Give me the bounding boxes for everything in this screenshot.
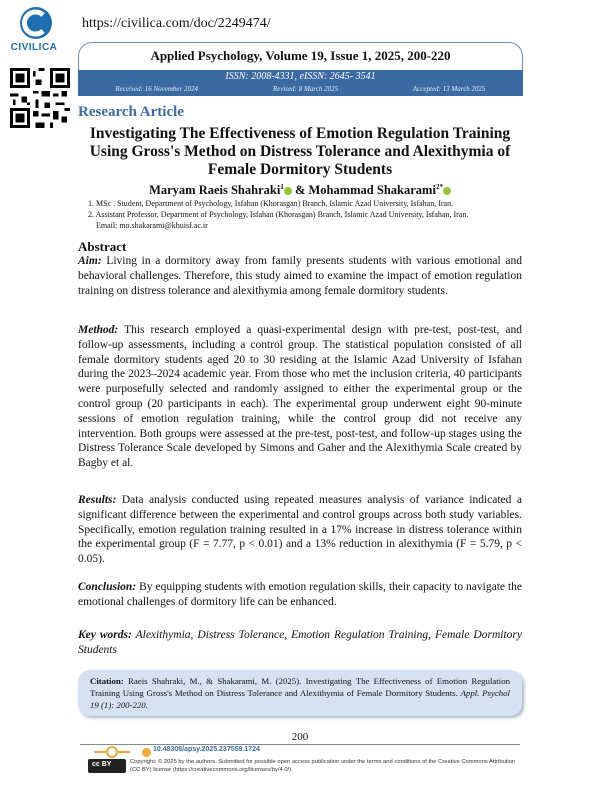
citation-text: Raeis Shahraki, M., & Shakarami, M. (2025). Investigating The Effectiveness of Emotion Regulation Training Using Gross's Method on Distress Tolerance and Alexithymia of Female Dormitory Students. [90, 676, 510, 698]
method-label: Method: [78, 324, 119, 336]
keywords-label: Key words: [78, 629, 132, 641]
abstract-heading: Abstract [78, 239, 127, 254]
license-text: Copyright: © 2025 by the authors. Submitted for possible open access publication under the terms and conditions of the Creative Commons Attribution (CC BY) license (https://creativecommons.org/licenses/by/4.0/). [130, 759, 516, 773]
abstract-aim [78, 254, 522, 298]
citation [90, 675, 510, 711]
aim-label: Aim: [78, 255, 102, 267]
civilica-logo-icon [16, 5, 56, 41]
affiliation: 2. Assistant Professor, Department of Psychology, Isfahan (Khorasgan) Branch, Islamic Azad University, Isfahan, Iran. [88, 210, 469, 219]
aim-text: Living in a dormitory away from family presents students with various emotional and behavioral challenges. Therefore, this study aimed to examine the impact of emotion regulation training on distress tolerance and alexithymia among female dormitory students. [78, 255, 522, 297]
doi-icon [142, 748, 151, 757]
author-list [80, 183, 520, 198]
article-title: Investigating The Effectiveness of Emotion Regulation Training Using Gross's Method on Distress Tolerance and Alexithymia of Female Dormitory Students [89, 125, 511, 178]
journal-title: Applied Psychology, Volume 19, Issue 1, 2025, 200-220 [150, 48, 451, 63]
results-label: Results: [78, 494, 117, 506]
doi-link[interactable]: 10.48308/apsy.2025.237559.1724 [153, 746, 260, 753]
conclusion-text: By equipping students with emotion regulation skills, their capacity to navigate the emotional challenges of dormitory life can be enhanced. [78, 581, 522, 608]
orcid-icon[interactable] [443, 187, 451, 195]
cc-badge-label: cc BY [92, 761, 112, 768]
abstract-results [78, 493, 522, 567]
article-dates [78, 85, 523, 93]
issn: ISSN: 2008-4331, eISSN: 2645- 3541 [225, 71, 376, 82]
author-separator: & [291, 183, 309, 198]
keywords-text: Alexithymia, Distress Tolerance, Emotion Regulation Training, Female Dormitory Students [78, 629, 522, 656]
revised-date: Revised: 8 March 2025 [272, 85, 339, 93]
footer-divider [80, 744, 520, 745]
document-url[interactable]: https://civilica.com/doc/2249474/ [82, 16, 271, 31]
author-superscript: 2* [435, 183, 443, 191]
author-superscript: 1 [280, 183, 284, 191]
conclusion-label: Conclusion: [78, 581, 137, 593]
affiliation: 1. MSc . Student, Department of Psychology, Isfahan (Khorasgan) Branch, Islamic Azad University, Isfahan, Iran. [88, 199, 454, 208]
article-type: Research Article [78, 104, 184, 120]
citation-label: Citation: [90, 676, 124, 686]
received-date: Received: 16 November 2024 [115, 85, 199, 93]
cc-license-icon[interactable] [88, 759, 126, 773]
corresponding-email[interactable]: Email: mo.shakarami@khuisf.ac.ir [96, 221, 208, 230]
orcid-icon[interactable] [284, 187, 292, 195]
citation-journal: Appl. Psychol 19 (1): 200-220. [90, 688, 510, 710]
open-access-icon [92, 744, 132, 758]
abstract-conclusion [78, 580, 522, 610]
affiliations [88, 198, 528, 231]
keywords [78, 628, 522, 658]
qr-code-icon [10, 68, 70, 128]
civilica-logo-text: CIVILICA [10, 42, 58, 53]
abstract-method [78, 323, 522, 471]
method-text: This research employed a quasi-experimental design with pre-test, post-test, and follow-up assessments, including a control group. The statistical population consisted of all female dormitory students aged 20 to 30 residing at the Islamic Azad University of Isfahan during the 2023–2024 academic year. From those who met the inclusion criteria, 40 participants were purposefully selected and randomly assigned to either the experimental group or the control group (20 participants in each). The experimental group underwent eight 90-minute sessions of emotion regulation training, while the control group did not receive any intervention. Both groups were assessed at the pre-test, post-test, and follow-up stages using the Distress Tolerance Scale developed by Simons and Gaher and the Alexithymia Scale created by Bagby et al. [78, 324, 522, 470]
accepted-date: Accepted: 13 March 2025 [412, 85, 486, 93]
page-number: 200 [291, 731, 309, 743]
author-name: Maryam Raeis Shahraki [149, 183, 281, 198]
results-text: Data analysis conducted using repeated measures analysis of variance indicated a significant difference between the experimental and control groups across both study variables. Specifically, emotion regulation training resulted in a 17% increase in distress tolerance within the experimental group (F = 7.77, p < 0.01) and a 13% reduction in alexithymia (F = 5.79, p < 0.05). [78, 494, 522, 566]
author-name: Mohammad Shakarami [308, 183, 436, 198]
